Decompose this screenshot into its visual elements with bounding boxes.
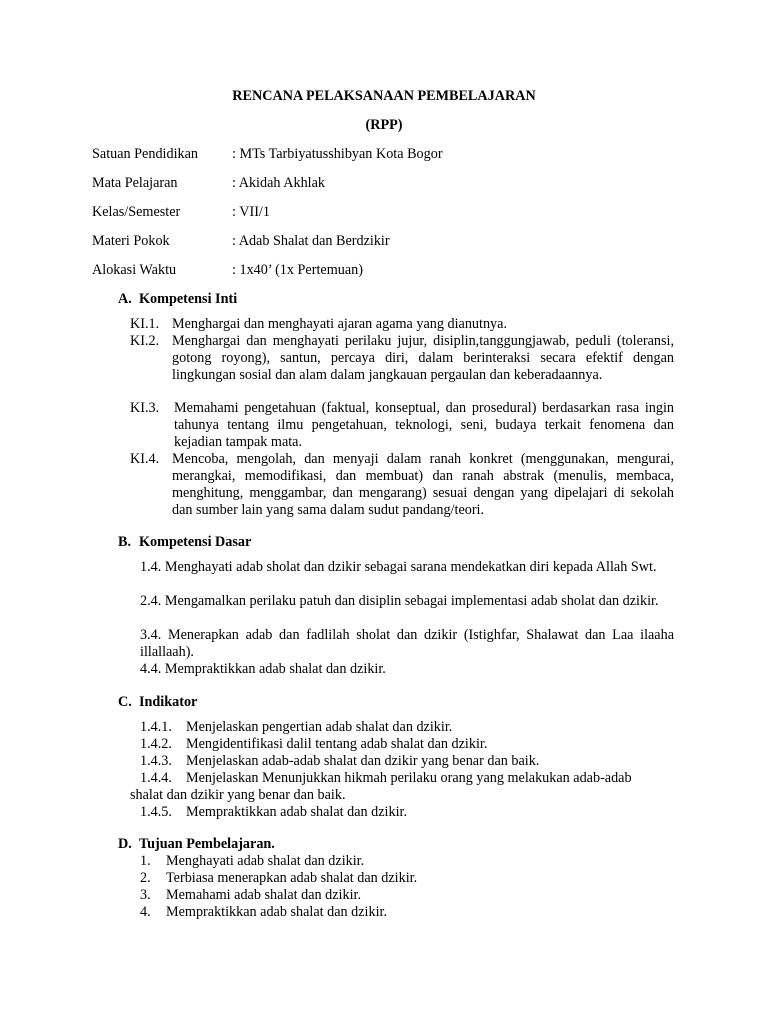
ki-number: KI.2. (130, 333, 160, 349)
ki-number: KI.3. (130, 400, 160, 416)
meta-value-satuan: : MTs Tarbiyatusshibyan Kota Bogor (232, 146, 443, 162)
section-c-title: Indikator (139, 694, 198, 710)
ki-number: KI.1. (130, 316, 160, 332)
tujuan-number: 4. (140, 904, 151, 920)
kd-item: 2.4. Mengamalkan perilaku patuh dan disiplin sebagai implementasi adab sholat dan dzikir. (140, 593, 659, 609)
indikator-text: Menjelaskan Menunjukkan hikmah perilaku orang yang melakukan adab-adab (186, 770, 632, 786)
section-a-title: Kompetensi Inti (139, 291, 238, 307)
meta-value-mapel: : Akidah Akhlak (232, 175, 326, 191)
indikator-number: 1.4.1. (140, 719, 172, 735)
kd-item: 4.4. Mempraktikkan adab shalat dan dzikir. (140, 661, 386, 677)
section-c-heading (118, 694, 197, 711)
section-d-heading (118, 836, 275, 853)
indikator-text: Menjelaskan pengertian adab shalat dan dzikir. (186, 719, 453, 735)
meta-value-kelas: : VII/1 (232, 204, 270, 220)
meta-value-materi: : Adab Shalat dan Berdzikir (232, 233, 390, 249)
meta-label-materi: Materi Pokok (92, 233, 170, 249)
section-b-heading (118, 534, 251, 551)
section-d-title: Tujuan Pembelajaran. (139, 836, 275, 852)
meta-label-kelas: Kelas/Semester (92, 204, 181, 220)
meta-label-mapel: Mata Pelajaran (92, 175, 178, 191)
indikator-number: 1.4.3. (140, 753, 172, 769)
tujuan-text: Mempraktikkan adab shalat dan dzikir. (166, 904, 388, 920)
document-subtitle: (RPP) (365, 117, 403, 133)
ki-text: Mencoba, mengolah, dan menyaji dalam ranah konkret (menggunakan, mengurai, merangkai, memodifikasi, dan membuat) dan ranah abstrak (menulis, membaca, menghitung, menggambar, dan mengarang) sesuai dengan yang dipelajari di sekolah dan sumber lain yang sama dalam sudut pandang/teori. (172, 451, 674, 518)
indikator-number: 1.4.5. (140, 804, 172, 820)
document-title: RENCANA PELAKSANAAN PEMBELAJARAN (232, 88, 536, 104)
section-a-letter: A. (118, 291, 132, 307)
section-c-letter: C. (118, 694, 132, 710)
ki-text: Menghargai dan menghayati ajaran agama yang dianutnya. (172, 316, 507, 332)
kd-item: 3.4. Menerapkan adab dan fadlilah sholat dan dzikir (Istighfar, Shalawat dan Laa ilaaha illallaah). (140, 627, 674, 660)
indikator-number: 1.4.2. (140, 736, 172, 752)
tujuan-text: Terbiasa menerapkan adab shalat dan dzikir. (166, 870, 418, 886)
indikator-text: Menjelaskan adab-adab shalat dan dzikir yang benar dan baik. (186, 753, 540, 769)
section-b-title: Kompetensi Dasar (139, 534, 252, 550)
ki-text: Menghargai dan menghayati perilaku jujur, disiplin,tanggungjawab, peduli (toleransi, gotong royong), santun, percaya diri, dalam berinteraksi secara efektif dengan lingkungan sosial dan alam dalam jangkauan pergaulan dan keberadaannya. (172, 333, 674, 383)
ki-text: Memahami pengetahuan (faktual, konseptual, dan prosedural) berdasarkan rasa ingin tahunya tentang ilmu pengetahuan, teknologi, seni, budaya terkait fenomena dan kejadian tampak mata. (174, 400, 674, 450)
indikator-text: Mengidentifikasi dalil tentang adab shalat dan dzikir. (186, 736, 488, 752)
meta-label-alokasi: Alokasi Waktu (92, 262, 177, 278)
meta-value-alokasi: : 1x40’ (1x Pertemuan) (232, 262, 363, 278)
tujuan-number: 1. (140, 853, 151, 869)
section-d-letter: D. (118, 836, 132, 852)
indikator-text-continuation: shalat dan dzikir yang benar dan baik. (130, 787, 346, 803)
tujuan-text: Menghayati adab shalat dan dzikir. (166, 853, 365, 869)
tujuan-text: Memahami adab shalat dan dzikir. (166, 887, 362, 903)
tujuan-number: 3. (140, 887, 151, 903)
kd-item: 1.4. Menghayati adab sholat dan dzikir sebagai sarana mendekatkan diri kepada Allah Swt. (140, 559, 657, 575)
tujuan-number: 2. (140, 870, 151, 886)
indikator-number: 1.4.4. (140, 770, 172, 786)
ki-number: KI.4. (130, 451, 160, 467)
indikator-text: Mempraktikkan adab shalat dan dzikir. (186, 804, 408, 820)
section-a-heading (118, 291, 237, 308)
meta-label-satuan: Satuan Pendidikan (92, 146, 198, 162)
section-b-letter: B. (118, 534, 132, 550)
